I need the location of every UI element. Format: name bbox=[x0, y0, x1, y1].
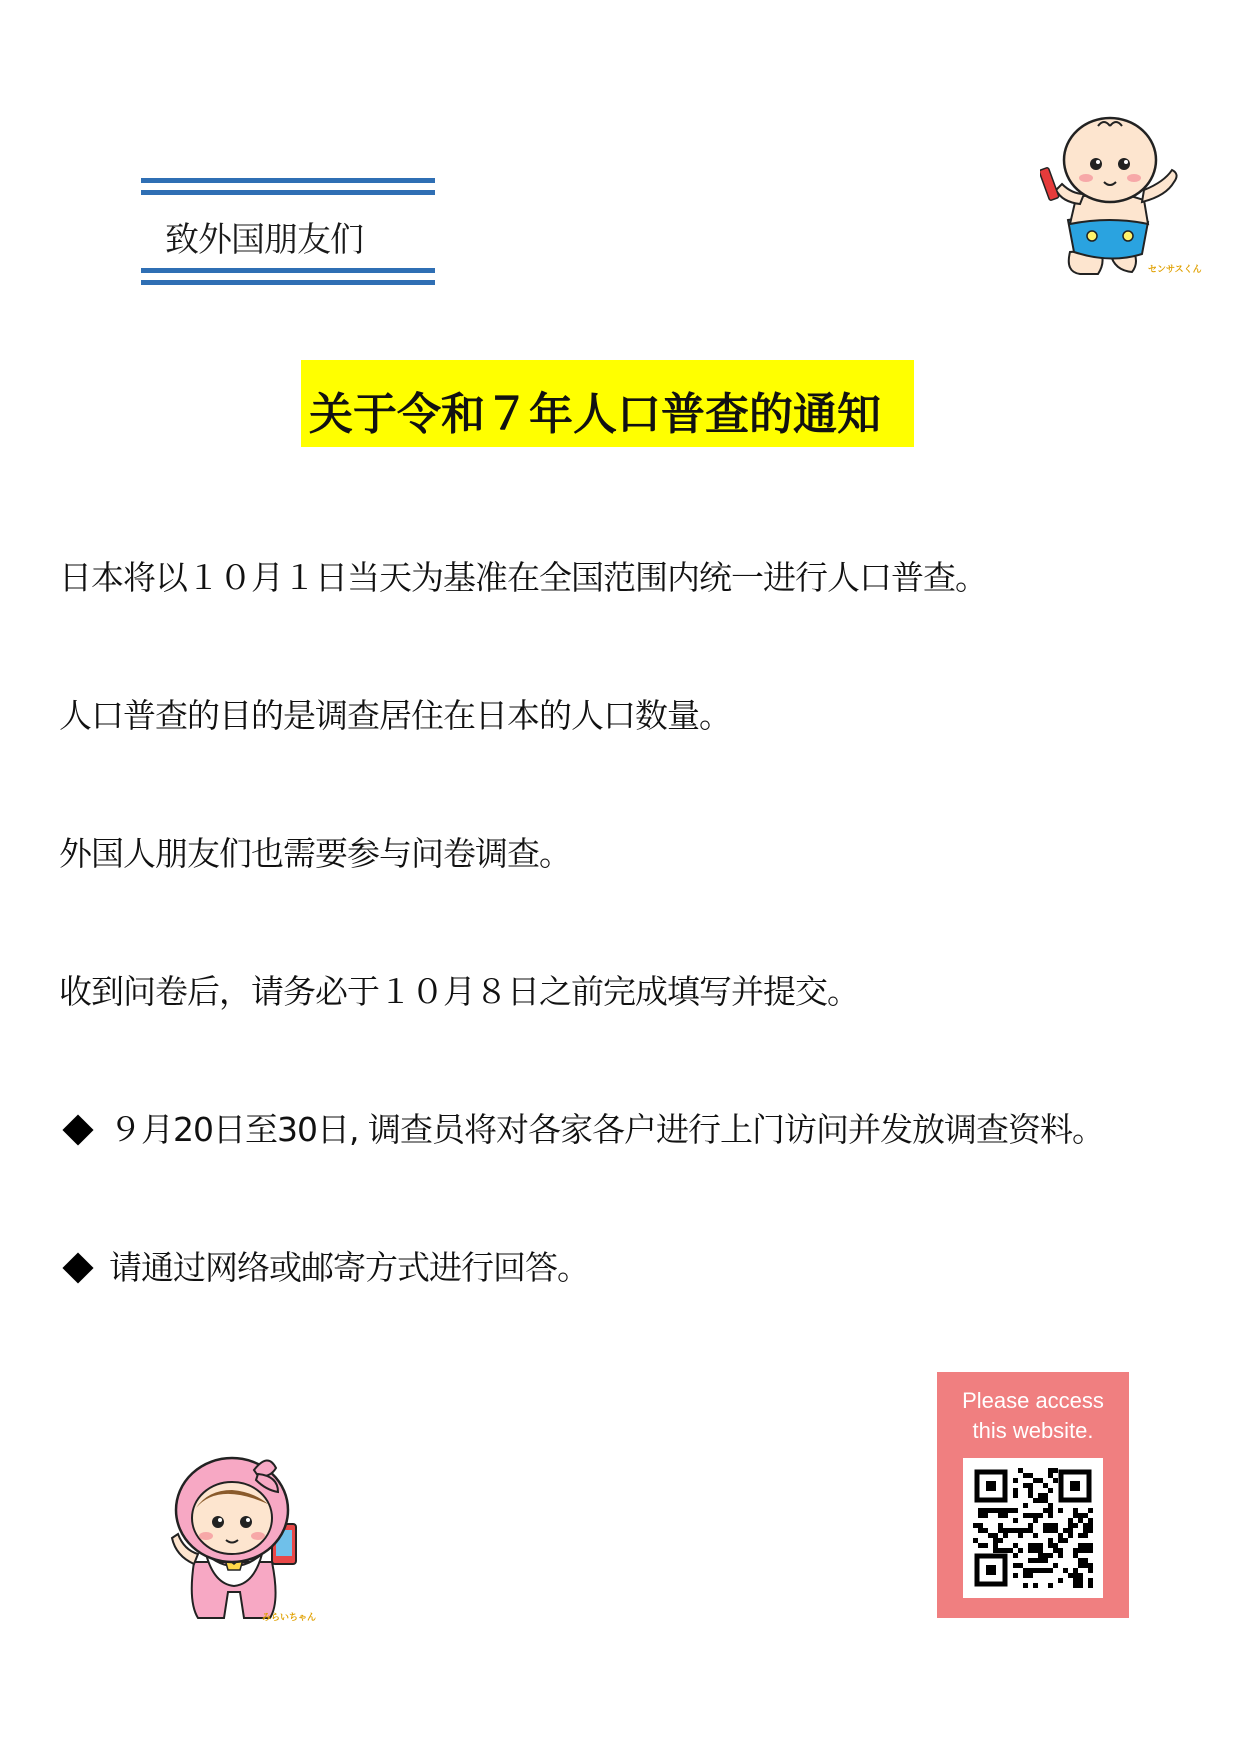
paragraph-submit-deadline: 收到问卷后，请务必于１０月８日之前完成填写并提交。 bbox=[59, 972, 859, 1011]
diamond-bullet-icon bbox=[62, 1252, 93, 1283]
title-highlight bbox=[301, 360, 914, 447]
girl-mascot-label: みらいちゃん bbox=[262, 1613, 317, 1623]
qr-label-line2: this website. bbox=[972, 1418, 1094, 1443]
top-rule-2 bbox=[141, 190, 435, 195]
qr-label-line1: Please access bbox=[962, 1388, 1104, 1413]
paragraph-census-purpose: 人口普查的目的是调查居住在日本的人口数量。 bbox=[59, 696, 731, 735]
page-title: 关于令和７年人口普查的通知 bbox=[309, 389, 881, 440]
greeting-box bbox=[141, 178, 435, 290]
census-girl-mascot-icon bbox=[158, 1452, 326, 1628]
census-boy-mascot-icon bbox=[1040, 112, 1202, 282]
qr-panel bbox=[937, 1372, 1129, 1618]
bottom-rule-1 bbox=[141, 268, 435, 273]
top-rule-1 bbox=[141, 178, 435, 183]
paragraph-foreigners-participate: 外国人朋友们也需要参与问卷调查。 bbox=[59, 834, 571, 873]
bullet-text-visit: ９月20日至30日, 调查员将对各家各户进行上门访问并发放调查资料。 bbox=[109, 1110, 1104, 1149]
paragraph-census-date: 日本将以１０月１日当天为基准在全国范围内统一进行人口普查。 bbox=[59, 558, 987, 597]
bullet-item-response bbox=[59, 1242, 589, 1289]
boy-mascot-label: センサスくん bbox=[1148, 265, 1202, 275]
bottom-rule-2 bbox=[141, 280, 435, 285]
bullet-item-visit bbox=[59, 1104, 1104, 1151]
diamond-bullet-icon bbox=[62, 1114, 93, 1145]
greeting-text: 致外国朋友们 bbox=[165, 220, 363, 260]
qr-code-link[interactable] bbox=[963, 1458, 1103, 1598]
bullet-text-response: 请通过网络或邮寄方式进行回答。 bbox=[109, 1248, 589, 1287]
qr-code-icon[interactable] bbox=[963, 1458, 1103, 1598]
